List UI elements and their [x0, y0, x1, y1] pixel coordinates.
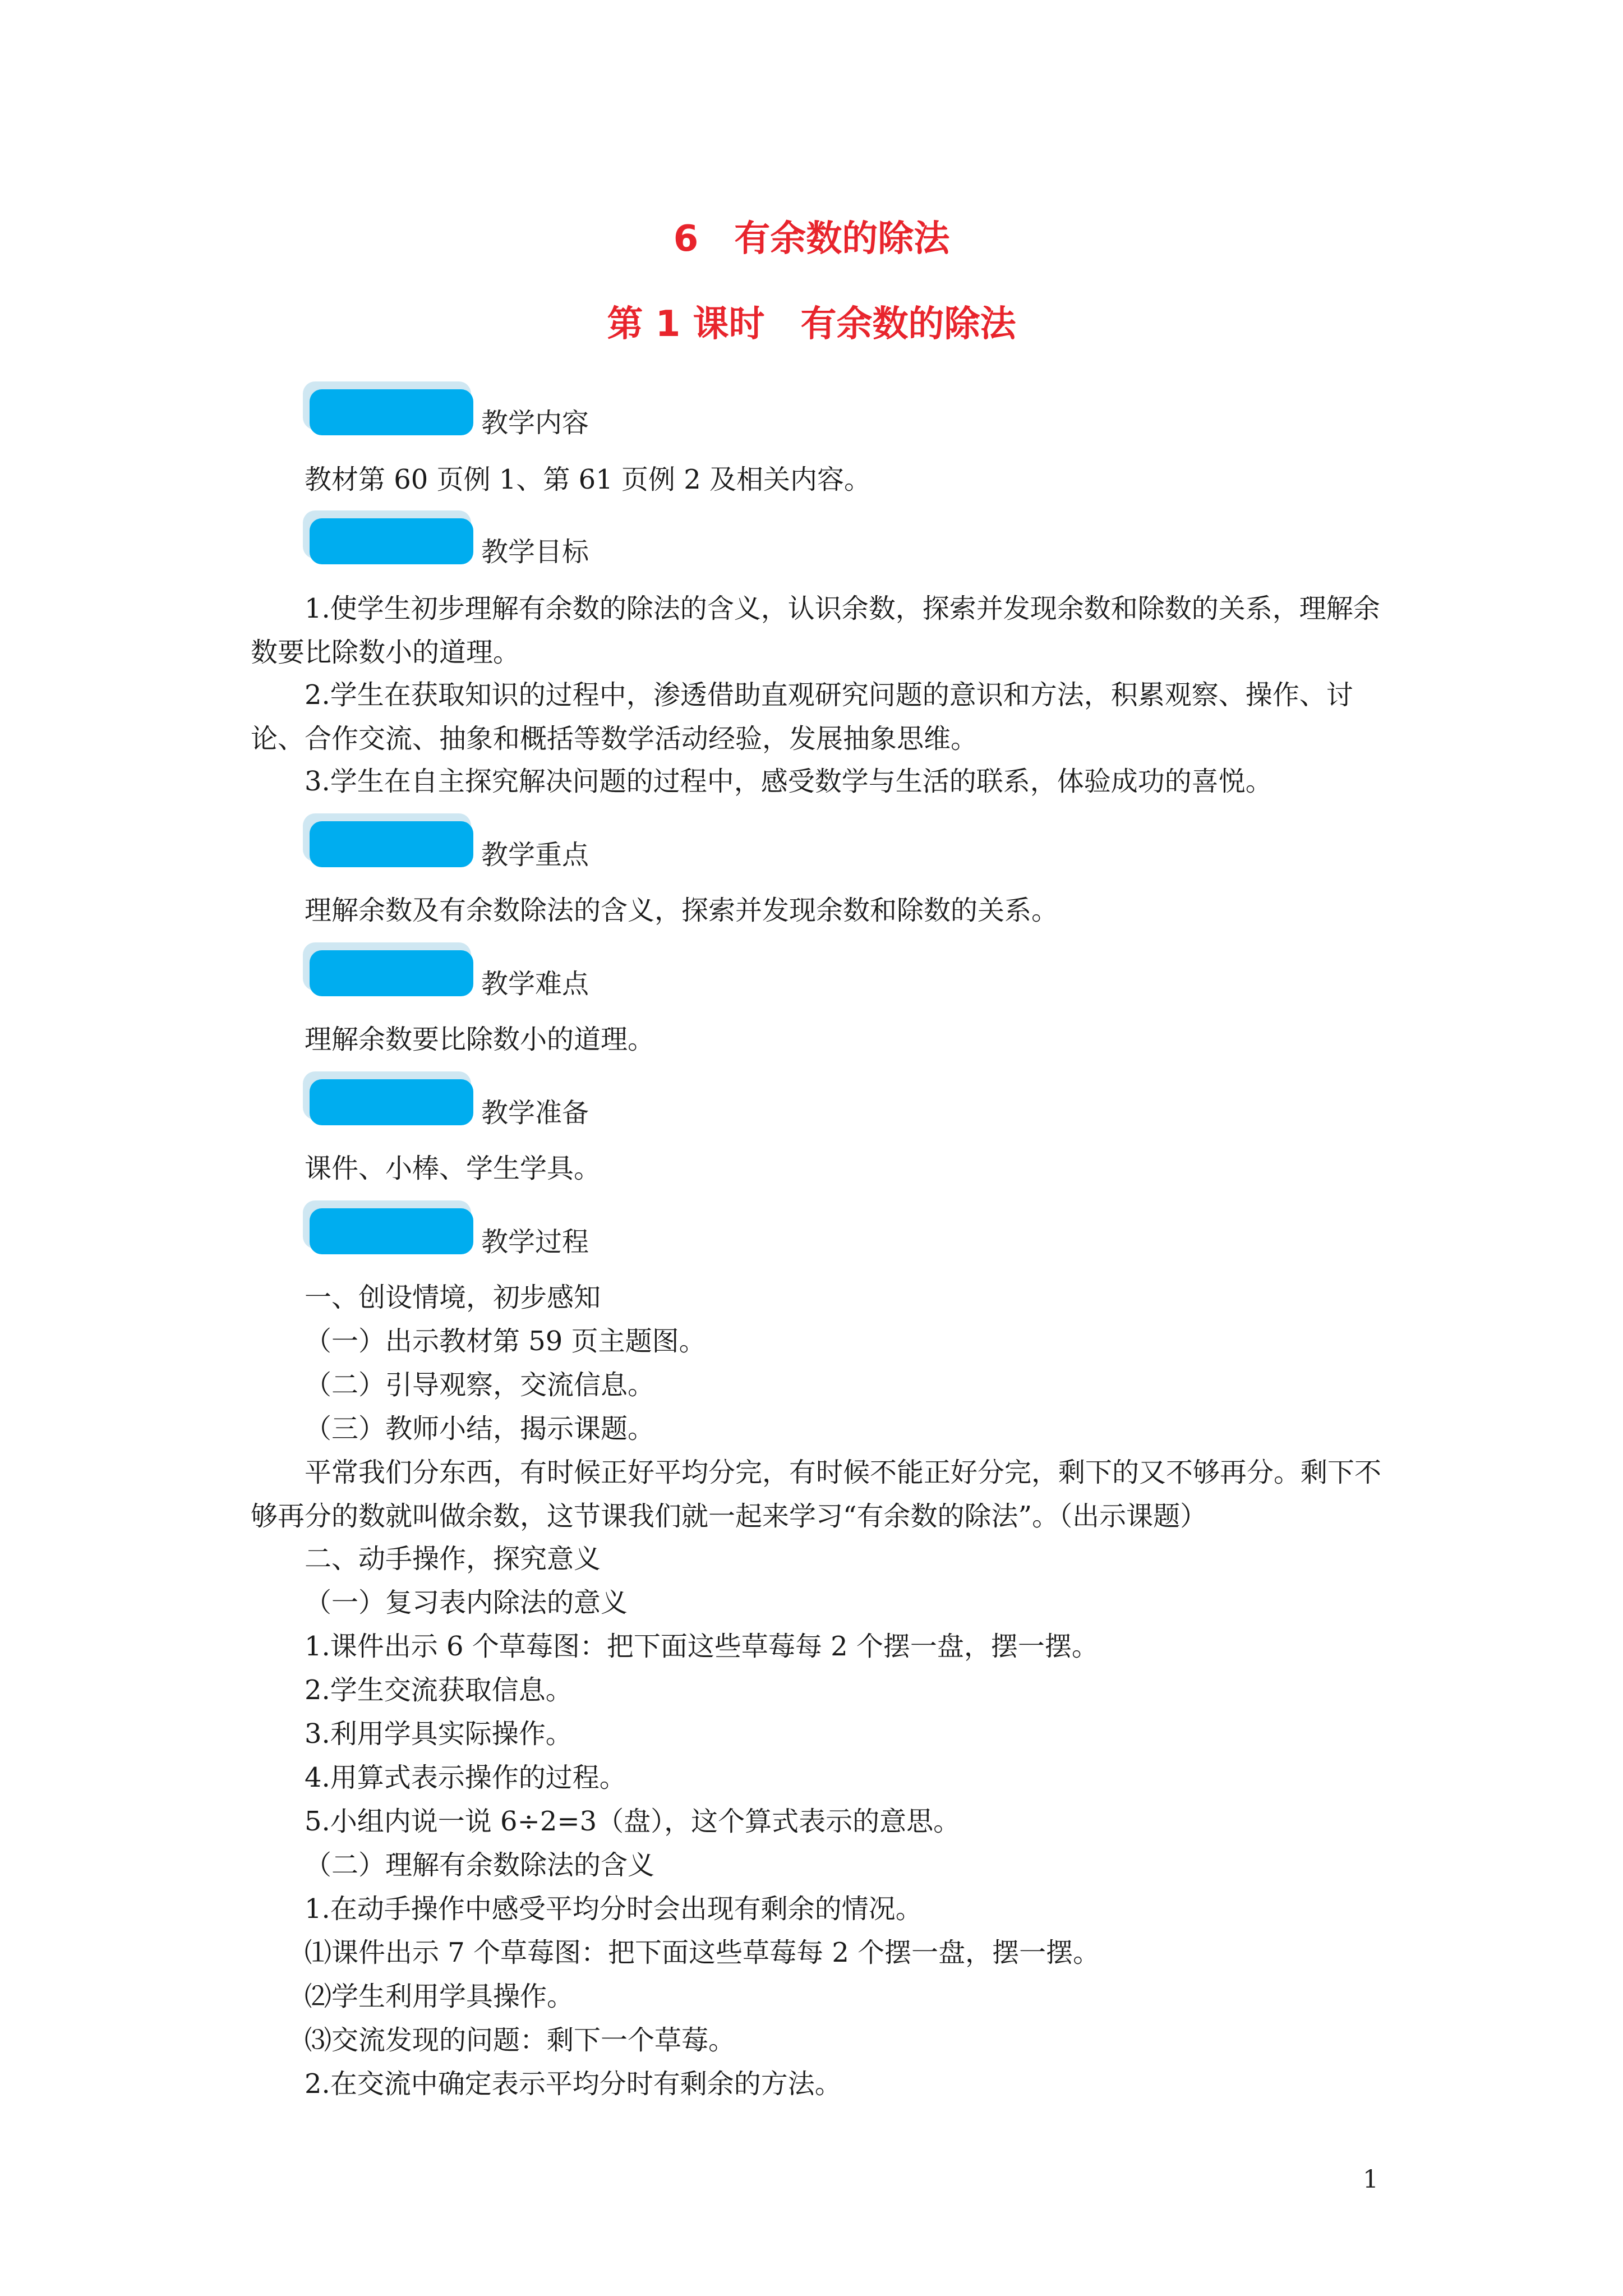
process-line: （三）教师小结，揭示课题。	[305, 1413, 655, 1444]
page-number: 1	[1363, 2165, 1378, 2194]
process-line: 1.课件出示 6 个草莓图：把下面这些草莓每 2 个摆一盘，摆一摆。	[305, 1631, 1099, 1662]
section-tab	[310, 1079, 473, 1125]
section-tab	[310, 1208, 473, 1254]
section-label: 教学难点	[481, 968, 589, 1000]
chapter-title: 6 有余数的除法	[673, 218, 950, 260]
process-line: （一）出示教材第 59 页主题图。	[305, 1326, 706, 1357]
process-line: ⑴课件出示 7 个草莓图：把下面这些草莓每 2 个摆一盘，摆一摆。	[305, 1937, 1100, 1968]
process-line: 4.用算式表示操作的过程。	[305, 1762, 626, 1793]
process-line: 二、动手操作，探究意义	[305, 1543, 601, 1575]
content-text: 教材第 60 页例 1、第 61 页例 2 及相关内容。	[305, 464, 872, 495]
section-label: 教学内容	[481, 407, 589, 439]
section-heading-content	[303, 381, 864, 443]
section-tab	[310, 821, 473, 867]
lesson-title: 第 1 课时 有余数的除法	[607, 303, 1016, 345]
section-heading-process	[303, 1200, 864, 1262]
section-heading-key	[303, 813, 864, 875]
process-line: ⑵学生利用学具操作。	[305, 1981, 574, 2012]
section-heading-goals	[303, 510, 864, 572]
section-tab	[310, 950, 473, 996]
goal-item-2: 2.学生在获取知识的过程中，渗透借助直观研究问题的意识和方法，积累观察、操作、讨论、合作交流、抽象和概括等数学活动经验，发展抽象思维。	[251, 679, 1353, 754]
goal-item-3: 3.学生在自主探究解决问题的过程中，感受数学与生活的联系，体验成功的喜悦。	[305, 766, 1272, 797]
process-line: （一）复习表内除法的意义	[305, 1587, 628, 1618]
difficulty-text: 理解余数要比除数小的道理。	[305, 1024, 655, 1055]
section-label: 教学准备	[481, 1097, 589, 1129]
key-text: 理解余数及有余数除法的含义，探索并发现余数和除数的关系。	[305, 895, 1059, 926]
section-heading-prep	[303, 1071, 864, 1133]
process-paragraph: 平常我们分东西，有时候正好平均分完，有时候不能正好分完，剩下的又不够再分。剩下不够再分的数就叫做余数，这节课我们就一起来学习“有余数的除法”。（出示课题）	[251, 1457, 1382, 1532]
process-line: 5.小组内说一说 6÷2=3（盘），这个算式表示的意思。	[305, 1806, 961, 1837]
section-tab	[310, 389, 473, 435]
process-line: 2.在交流中确定表示平均分时有剩余的方法。	[305, 2068, 842, 2100]
process-line: （二）引导观察，交流信息。	[305, 1369, 655, 1401]
process-line: 2.学生交流获取信息。	[305, 1674, 573, 1706]
section-heading-difficulty	[303, 942, 864, 1004]
section-label: 教学重点	[481, 839, 589, 871]
section-tab	[310, 518, 473, 564]
section-label: 教学目标	[481, 536, 589, 568]
process-line: 1.在动手操作中感受平均分时会出现有剩余的情况。	[305, 1893, 923, 1925]
prep-text: 课件、小棒、学生学具。	[305, 1153, 601, 1184]
process-line: （二）理解有余数除法的含义	[305, 1849, 655, 1881]
process-line: 一、创设情境，初步感知	[305, 1282, 601, 1313]
process-line: 3.利用学具实际操作。	[305, 1718, 573, 1750]
goal-item-1: 1.使学生初步理解有余数的除法的含义，认识余数，探索并发现余数和除数的关系，理解余数要比除数小的道理。	[251, 593, 1380, 668]
process-line: ⑶交流发现的问题：剩下一个草莓。	[305, 2024, 736, 2056]
section-label: 教学过程	[481, 1226, 589, 1258]
